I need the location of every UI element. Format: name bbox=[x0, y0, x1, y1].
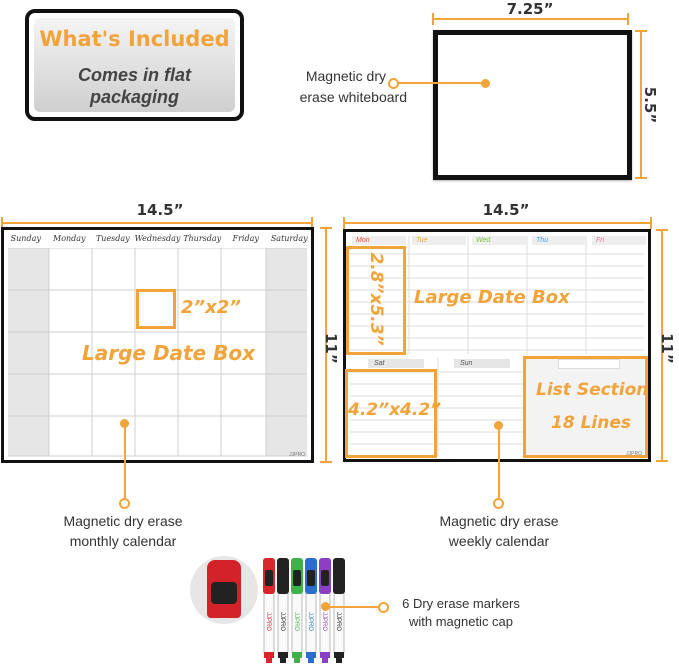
weekly-day-sat: Sat bbox=[368, 359, 424, 368]
weekly-width-line bbox=[344, 222, 652, 224]
whiteboard-label-2: erase whiteboard bbox=[299, 89, 407, 105]
weekly-day-sun: Sun bbox=[454, 359, 510, 368]
marker-closeup bbox=[190, 556, 258, 624]
weekly-tall-box-label: 2.8”x5.3” bbox=[366, 252, 386, 346]
markers-callout-line bbox=[326, 606, 384, 608]
svg-text:JJPRO: JJPRO bbox=[279, 612, 285, 632]
weekly-day-mon: Mon bbox=[352, 236, 406, 245]
svg-text:JJPRO: JJPRO bbox=[293, 612, 299, 632]
weekly-width-tick-left bbox=[343, 217, 345, 229]
monthly-callout-line bbox=[124, 426, 126, 502]
monthly-day-monday: Monday bbox=[53, 234, 86, 243]
weekly-width-label: 14.5” bbox=[482, 201, 530, 219]
monthly-brand: JJPRO bbox=[289, 452, 305, 458]
whats-included-box bbox=[25, 9, 244, 121]
marker-closeup-magnet bbox=[211, 582, 237, 604]
svg-text:JJPRO: JJPRO bbox=[307, 612, 313, 632]
weekly-label-2: weekly calendar bbox=[448, 533, 550, 549]
marker-set bbox=[258, 556, 350, 666]
marker-1 bbox=[263, 558, 275, 663]
monthly-height-tick-bottom bbox=[320, 461, 332, 463]
weekly-height-tick-bottom bbox=[656, 460, 668, 462]
weekly-label-1: Magnetic dry erase bbox=[439, 513, 559, 529]
weekly-callout-ring bbox=[493, 498, 504, 509]
whiteboard-width-label: 7.25” bbox=[506, 0, 554, 18]
weekly-brand: JJPRO bbox=[626, 451, 642, 457]
weekly-day-wed: Wed bbox=[472, 236, 526, 245]
monthly-height-tick-top bbox=[320, 227, 332, 229]
weekly-list-label-2: 18 Lines bbox=[551, 413, 631, 433]
monthly-day-wednesday: Wednesday bbox=[134, 234, 181, 243]
weekly-large-box-label: Large Date Box bbox=[414, 287, 570, 308]
monthly-day-friday: Friday bbox=[232, 234, 259, 243]
monthly-label-1: Magnetic dry erase bbox=[63, 513, 183, 529]
whiteboard-frame bbox=[433, 30, 632, 180]
whiteboard-width-line bbox=[433, 18, 629, 20]
marker-3 bbox=[291, 558, 303, 663]
whiteboard-callout-line bbox=[395, 82, 485, 84]
marker-6 bbox=[333, 558, 345, 663]
svg-text:JJPRO: JJPRO bbox=[265, 612, 271, 632]
monthly-day-tuesday: Tuesday bbox=[95, 234, 130, 243]
weekly-height-tick-top bbox=[656, 229, 668, 231]
monthly-callout-ring bbox=[119, 498, 130, 509]
svg-text:JJPRO: JJPRO bbox=[321, 612, 327, 632]
weekly-day-thu: Thu bbox=[532, 236, 586, 245]
weekly-callout-line bbox=[498, 428, 500, 502]
monthly-label-2: monthly calendar bbox=[69, 533, 177, 549]
whiteboard-height-label: 5.5” bbox=[641, 86, 659, 124]
monthly-width-label: 14.5” bbox=[136, 201, 184, 219]
marker-4 bbox=[305, 558, 317, 663]
whiteboard-height-tick-top bbox=[635, 30, 647, 32]
monthly-day-thursday: Thursday bbox=[183, 234, 222, 243]
markers-label-1: 6 Dry erase markers bbox=[402, 596, 520, 611]
whiteboard-height-tick-bottom bbox=[635, 177, 647, 179]
monthly-small-box-label: 2”x2” bbox=[181, 297, 241, 318]
weekly-day-tue: Tue bbox=[412, 236, 466, 245]
monthly-height-label: 11” bbox=[322, 333, 340, 364]
weekly-width-tick-right bbox=[650, 217, 652, 229]
monthly-large-box-label: Large Date Box bbox=[82, 341, 256, 365]
marker-2 bbox=[277, 558, 289, 663]
weekly-list-outline bbox=[523, 356, 648, 458]
monthly-day-saturday: Saturday bbox=[270, 234, 308, 243]
weekly-day-fri: Fri bbox=[592, 236, 646, 245]
monthly-width-line bbox=[2, 222, 313, 224]
whiteboard-width-tick-left bbox=[432, 13, 434, 25]
whats-included-title: What's Included bbox=[39, 27, 230, 51]
monthly-small-box-outline bbox=[136, 289, 176, 329]
weekly-square-box-label: 4.2”x4.2” bbox=[348, 400, 442, 420]
monthly-day-header bbox=[4, 230, 311, 248]
weekly-height-label: 11” bbox=[658, 333, 676, 364]
whiteboard-label-1: Magnetic dry bbox=[305, 68, 386, 84]
whiteboard-width-tick-right bbox=[627, 13, 629, 25]
markers-label-2: with magnetic cap bbox=[408, 614, 514, 629]
whats-included-subtitle-2: packaging bbox=[89, 87, 180, 107]
monthly-day-sunday: Sunday bbox=[10, 234, 41, 243]
whats-included-subtitle-1: Comes in flat bbox=[77, 65, 192, 85]
weekly-list-label-1: List Section bbox=[536, 380, 649, 400]
svg-text:JJPRO: JJPRO bbox=[335, 612, 341, 632]
